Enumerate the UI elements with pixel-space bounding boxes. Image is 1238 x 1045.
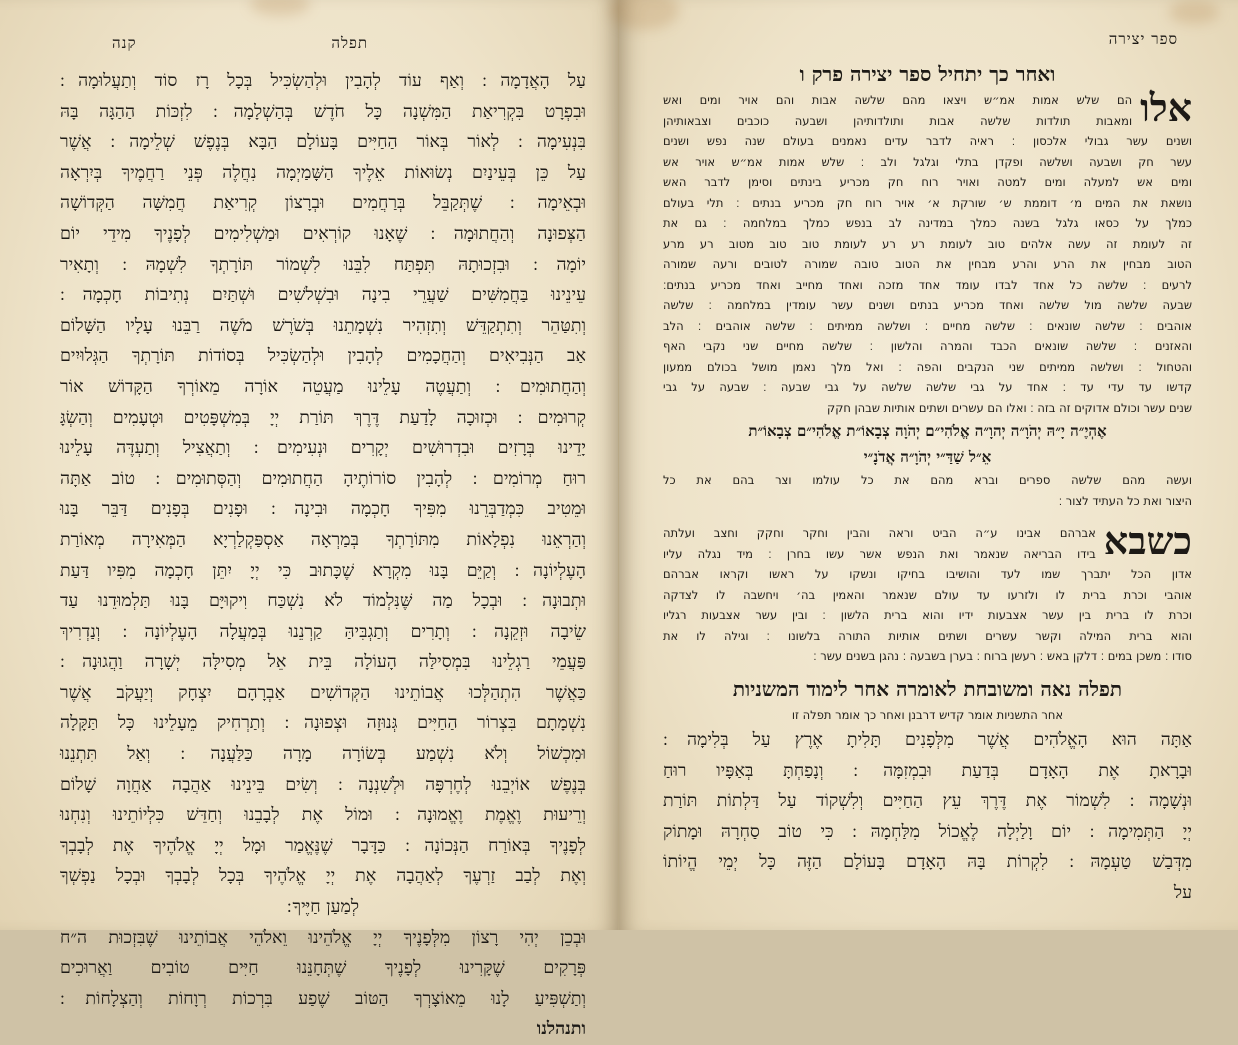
left-header-title: תפלה — [331, 34, 368, 52]
text-line: וּמִכְשׁוֹל וְלֹא נִשְׁמַע בְּשׂוֹרָה מָרָה כַּלַּעֲנָה ׃ וְאַל תִּתְנֵנוּ — [60, 744, 586, 765]
text-line: הַצְּפוּנָה וְהַחֲתוּמָה ׃ שֶׁאָנוּ קוֹרְאִים וּמַשְׁלִימִים לְפָנֶיךָ מִידֵי יוֹם — [60, 223, 586, 244]
dropcap-2: כשבא — [1103, 518, 1192, 563]
text-line: אַתָּה הוּא הָאֱלֹהִים אֲשֶׁר מִלְּפָנִים תָּלִיתָ אֶרֶץ עַל בְּלִימָה ׃ — [663, 730, 1192, 750]
text-line: ותנהלנו — [536, 1019, 586, 1040]
text-line: אַב הַנְּבִיאִים וְהַחֲכָמִים לְהָבִין וּלְהַשְׂכִּיל בְּסוֹדוֹת תּוֹרָתְךָ הַגְּלוּיִים — [60, 346, 586, 367]
chapter-title: ואחר כך יתחיל ספר יצירה פרק ו — [799, 62, 1056, 86]
text-line: יָדֵינוּ בְּרָזִים וּבִדְרוּשִׁים יְקָרִים וּנְעִימִים ׃ וְתַאֲצִיל וְתַעְדֶּה עָלֵינוּ — [60, 438, 586, 459]
text-line: וְאֶת לְבַב זַרְעֶךָ לְאַהֲבָה אֶת יְיָ אֱלֹהֶיךָ בְּכָל לְבָבְךָ וּבְכָל נַפְשְׁךָ — [60, 866, 586, 887]
text-line: שנים עשר וכולם אדוקים זה בזה ׃ ואלו הם עשרים ושתים אותיות שבהן חקק — [827, 400, 1192, 415]
text-line: יוֹמָה ׃ וּבִזְכוּתָהּ תִּפְתַּח לִבֵּנוּ לִשְׁמוֹר תּוֹרָתְךָ לִשְׁמָהּ ׃ וְתָאִיר — [60, 254, 586, 275]
text-line: וּנְשָׁמָה ׃ לִשְׁמוֹר אֶת דֶּרֶךְ עֵץ הַחַיִּים וְלִשְׁקוֹד עַל דַּלְתוֹת תּוֹרַת — [663, 791, 1192, 812]
text-line: הטוב מבחין את הרע והרע מבחין את הטוב טובה שמורה לטובים ורעה שמורה — [663, 257, 1192, 271]
text-line: נושאת את המים מ׳ דוממת ש׳ שורקת א׳ אויר רוח חק מכריע בנתים ׃ תלי בעולם — [663, 195, 1192, 210]
prayer-intro: אחר התשניות אומר קדיש דרבנן ואחר כך אומר תפלה זו — [791, 707, 1064, 722]
text-line: והוא ברית המילה וקשר עשרים ושתים אותיות התורה בלשונו ׃ וגילה לו את — [663, 628, 1192, 643]
text-line: וְהַחֲתוּמִים ׃ וְתַעֲטֶה עָלֵינוּ מַעֲטֵה אוֹרָה מֵאוֹרְךָ הַקָּדוֹשׁ אוֹר — [60, 376, 586, 397]
text-line: יְיָ הַתְּמִימָה ׃ יוֹם וָלַיְלָה לֶאֱכוֹל מִלַּחְמָהּ ׃ כִּי טוֹב סַחְרָהּ וּמָתוֹק — [663, 821, 1192, 842]
paragraph-2 — [663, 470, 1192, 511]
text-line: אוהבים ׃ שלשה שונאים ׃ שלשה מחיים ׃ ושלשה ממיתים ׃ שלשה אוהבים ׃ הלב — [663, 318, 1192, 333]
prayer-text — [663, 725, 1192, 909]
paper-stain — [250, 0, 310, 16]
text-line: מִדְּבַשׁ טַעְמָהּ ׃ לִקְרוֹת בָּהּ הָאָדָם בָּעוֹלָם הַזֶּה כָּל יְמֵי הֱיוֹתוֹ — [663, 852, 1192, 873]
text-line: וְתִטַּהֵר וְתִתְקַדֵּשׁ וְתִזְהִיר נִשְׁמָתֵנוּ בְּשֹׁרֶשׁ מֹשֶׁה רַבֵּנוּ עָלָיו הַשָּׁלוֹם — [60, 315, 586, 336]
text-line: קְרוּמִים ׃ וּכְזוּכָה לָדַעַת דֶּרֶךְ תּוֹרַת יְיָ בְּמִשְׁפָּטִים וּטְעָמִים וְהַשְׂגָּ — [60, 407, 586, 428]
paragraph-1 — [663, 85, 1192, 418]
text-line: וְהַרְאֵנוּ נִפְלָאוֹת מִתּוֹרָתְךָ בְּמַרְאָה אַסְפַּקְלַרְיָא הַמְּאִירָה מְאוֹרַת — [60, 529, 586, 550]
paper-stain — [609, 0, 679, 30]
text-line: שבעה שלשה מול שלשה ואחד מכריע בנתים ושנים עשר עומדין במלחמה ׃ שלשה — [663, 298, 1192, 312]
text-line: הָעֶלְיוֹנָה ׃ וְקַיֵּם בָּנוּ מִקְרָא שֶׁכָּתוּב כִּי יְיָ יִתֵּן חָכְמָה מִפִּיו דַּעַת — [60, 560, 586, 581]
text-line: אוהבי וכרת ברית לו ולזרעו עד עולם שנאמר והאמין בה׳ ויחשבה לו לצדקה — [663, 587, 1192, 602]
text-line: והטחול ׃ ושלשה ממיתים שני הנקבים והפה ׃ ואל מלך נאמן מושל בכולם ממעון — [663, 359, 1192, 374]
text-line: ושנים עשר גבולי אלכסון ׃ ראיה לדבר עדים נאמנים בעולם שנה נפש ושנים — [663, 134, 1192, 148]
text-line: נִשְׁמָתָם בִּצְרוֹר הַחַיִּים גְּנוּזָה וּצְפוּנָה ׃ וְתַרְחִיק מֵעָלֵינוּ כָּל תַּקָּלָה — [60, 713, 586, 734]
text-line: כמלך על כסאו גלגל בשנה כמלך במדינה לב בנפש כמלך במלחמה ׃ גם את — [663, 216, 1192, 230]
text-line: עֵינֵינוּ בַּחֲמִשִּׁים שַׁעֲרֵי בִינָה וּבִשְׁלשִׁים וּשְׁתַּיִם נְתִיבוֹת חָכְמָה ׃ — [60, 285, 586, 306]
text-line: על — [1173, 882, 1192, 903]
text-line: אדון הכל יתברך שמו לעד והושיבו בחיקו ונשקו על ראשו וקראו אברהם — [663, 567, 1192, 581]
text-line: בְּנֶפֶשׁ אוֹיְבֵנוּ לְחֶרְפָּה וּלְשִׁנְנָה ׃ וְשִׂים בֵּינֵינוּ אַהֲבָה אַחֲוָה שָׁלוֹם — [60, 774, 586, 795]
text-line: עַל הָאֲדָמָה ׃ וְאַף עוֹד לְהָבִין וּלְהַשְׂכִּיל בְּכָל רָז סוֹד וְתַעֲלוּמָה ׃ — [60, 71, 586, 91]
text-line: וּבְכֵן יְהִי רָצוֹן מִלְּפָנֶיךָ יְיָ אֱלֹהֵינוּ וֵאלֹהֵי אֲבוֹתֵינוּ שֶׁבִּזְכוּת ה״ח — [60, 927, 586, 948]
left-header-page-number: קנה — [112, 34, 137, 52]
text-line: היצור ואת כל העתיד לצור ׃ — [1058, 493, 1192, 508]
paragraph-3 — [663, 518, 1192, 667]
left-body-text — [60, 66, 586, 1040]
text-line: וכרת לו ברית בין עשר אצבעות ידיו והוא ברית הלשון ׃ ובין עשר אצבעות רגליו — [663, 608, 1192, 622]
right-running-head — [619, 30, 1238, 52]
text-line: וּבְאֵימָה ׃ שֶׁתְּקַבֵּל בְּרַחֲמִים וּבְרָצוֹן קְרִיאַת חֲמִשָּׁה הַקְּדוֹשָׁה — [60, 193, 586, 214]
paper-stain — [1169, 0, 1219, 24]
text-line: ועשה מהם שלשה ספרים וברא מהם את כל עולמו וצר בהם את כל — [663, 473, 1192, 487]
text-line: וּבָרָאתָ אֶת הָאָדָם בְּדַעַת וּבִמְזִמָּה ׃ וְנָפַחְתָּ בְּאַפָּיו רוּחַ — [663, 760, 1192, 781]
text-line: קדשו עד עדי עד ׃ אחד על גבי שלשה שלשה על גבי שבעה ׃ שבעה על גבי — [663, 380, 1192, 394]
divine-names-line-2: אֵ״ל שַׁדַּ״י יְהֹוָ״ה אֲדֹנָ״י — [863, 448, 992, 466]
divine-names-line-1: אֶהְיֶ״ה יָ״הּ יְהֹוָ״ה יְהוָ״ה אֱלֹהִי״ם יְהֹוָה צְבָאוֹ״ת אֱלֹהִי״ם צְבָאוֹ״ת — [748, 422, 1107, 440]
text-line: והאזנים ׃ שלשה שונאים הכבד והמרה והלשון ׃ שלשה מחיים שני נקבי האף — [663, 339, 1192, 353]
text-line: וּתְבוּנָה ׃ וּבְכָל מַה שֶּׁנִּלְמוֹד לֹא נִשְׁכַּח וִיקוּיָּם בָּנוּ תַּלְמוּדֵנוּ עַד — [60, 591, 586, 612]
text-line: בידו הבריאה שנאמר ואת הנפש אשר עשו בחרן ׃ מיד נגלה עליו — [663, 546, 1096, 561]
text-line: פְּרָקִים שֶׁקָּרִינוּ לְפָנֶיךָ שֶׁתְּחָנֵּנוּ חַיִּים טוֹבִים וַאֲרוּכִים — [60, 958, 586, 979]
text-line: וּבִפְרָט בִּקְרִיאַת הַמִּשְׁנָה כָּל חֹדֶשׁ בְּהַשְׁלָמָה ׃ לִזְכּוֹת הַהַגָּה בָּהּ — [60, 101, 586, 122]
text-line: ומאבות תולדות שלשה אבות ותולדותיהן ושבעה כוכבים וצבאותיהן — [663, 113, 1133, 128]
text-line: שֵׂיבָה וּזְקֵנָה ׃ וְתָרִים וְתַגְבִּיהַּ קַרְנֵנוּ בְּמַעֲלָה הָעֶלְיוֹנָה ׃ וְנַדְרִיךְ — [60, 621, 586, 642]
text-line: פַּעֲמֵי רַגְלֵינוּ בִּמְסִילַּה הָעוֹלָה בֵּית אֵל מְסִילָּה יְשָׁרָה וַהֲגוּנָה ׃ — [60, 652, 586, 673]
dropcap-1: אלו — [1140, 85, 1192, 130]
text-line: עשר חק ושבעה ושלשה ופקדן בתלי וגלגל ולב ׃ שלש אמות אמ״ש אויר אש — [663, 154, 1192, 169]
text-line: רוּחַ מְרוֹמִים ׃ לְהָבִין סוֹרוֹתֶיהָ הַחֲתוּמִים וְהַסְּתוּמִים ׃ טוֹב אַתָּה — [60, 468, 586, 489]
text-line: וּמֵטִיב כִּמְדַבְּרֵנוּ מִפִּיךָ חָכְמָה וּבִינָה ׃ וּפָנִים בְּפָנִים דַּבֵּר בָּנוּ — [60, 499, 586, 520]
text-line: ומים אש למעלה ומים למטה ואויר רוח חק מכריע בינתים וסימן לדבר האש — [663, 175, 1192, 189]
text-line: אברהם אבינו ע״ה הביט וראה והבין וחקר וחקק וחצב ועלתה — [663, 526, 1096, 540]
text-line: הם שלש אמות אמ״ש ויצאו מהם שלשה אבות והם אויר ומים ואש — [663, 93, 1133, 107]
right-header-title: ספר יצירה — [1108, 30, 1178, 48]
text-line: זה לעומת זה עשה אלהים טוב לעומת רע רע לעומת טוב טוב מטוב רע מרע — [663, 236, 1192, 251]
text-line: בִּנְעִימָה ׃ לְאוֹר בְּאוֹר הַחַיִּים בָּעוֹלָם הַבָּא בְּנֶפֶשׁ שְׁלֵימָה ׃ אֲשֶׁר — [60, 132, 586, 153]
prayer-title: תפלה נאה ומשובחת לאומרה אחר לימוד המשניות — [732, 676, 1123, 701]
left-page — [0, 0, 619, 1040]
text-line: לְפָנֶיךָ בְּאוֹרַח הַנְּכוֹנָה ׃ כַּדָּבָר שֶׁנֶּאֱמַר וּמָל יְיָ אֱלֹהֶיךָ אֶת לְבָבְךָ — [60, 835, 586, 856]
text-line: לרעים ׃ שלשה כל אחד לבדו עומד אחד מזכה ואחד מחייב ואחד מכריע בנתים׃ — [663, 277, 1192, 292]
text-line: לְמַעַן חַיֶּיךָ ׃ — [286, 897, 360, 918]
text-line: וְתַשְׁפִּיעַ לָנוּ מֵאוֹצָרְךָ הַטּוֹב שֶׁפַע בִּרְכוֹת רְוָחוֹת וְהַצְלָחוֹת ׃ — [60, 988, 586, 1009]
right-page — [619, 0, 1238, 930]
left-running-head — [0, 34, 618, 56]
text-line: עַל כֵּן בְּעֵינַיִם נְשׂוּאוֹת אֵלֶיךָ הַשָּׁמַיְמָה נִחֲלֶה פְּנֵי רַחֲמֶיךָ בְּיִרְאָה — [60, 162, 586, 183]
text-line: סודו ׃ משכן במים ׃ דלקן באש ׃ רעשן ברוח ׃ בערן בשבעה ׃ נהגן בשנים עשר ׃ — [813, 649, 1192, 663]
right-body-text — [663, 58, 1192, 910]
text-line: כַּאֲשֶׁר הִתְהַלְּכוּ אֲבוֹתֵינוּ הַקְּדוֹשִׁים אַבְרָהָם יִצְחָק וְיַעֲקֹב אֲשֶׁר — [60, 682, 586, 703]
text-line: וְרֵיעוּת וֶאֱמֶת וֶאֱמוּנָה ׃ וּמוֹל אֶת לְבָבֵנוּ וְחַדֵּשׁ כִּלְיוֹתֵינוּ וְנִחְנוּ — [60, 805, 586, 826]
